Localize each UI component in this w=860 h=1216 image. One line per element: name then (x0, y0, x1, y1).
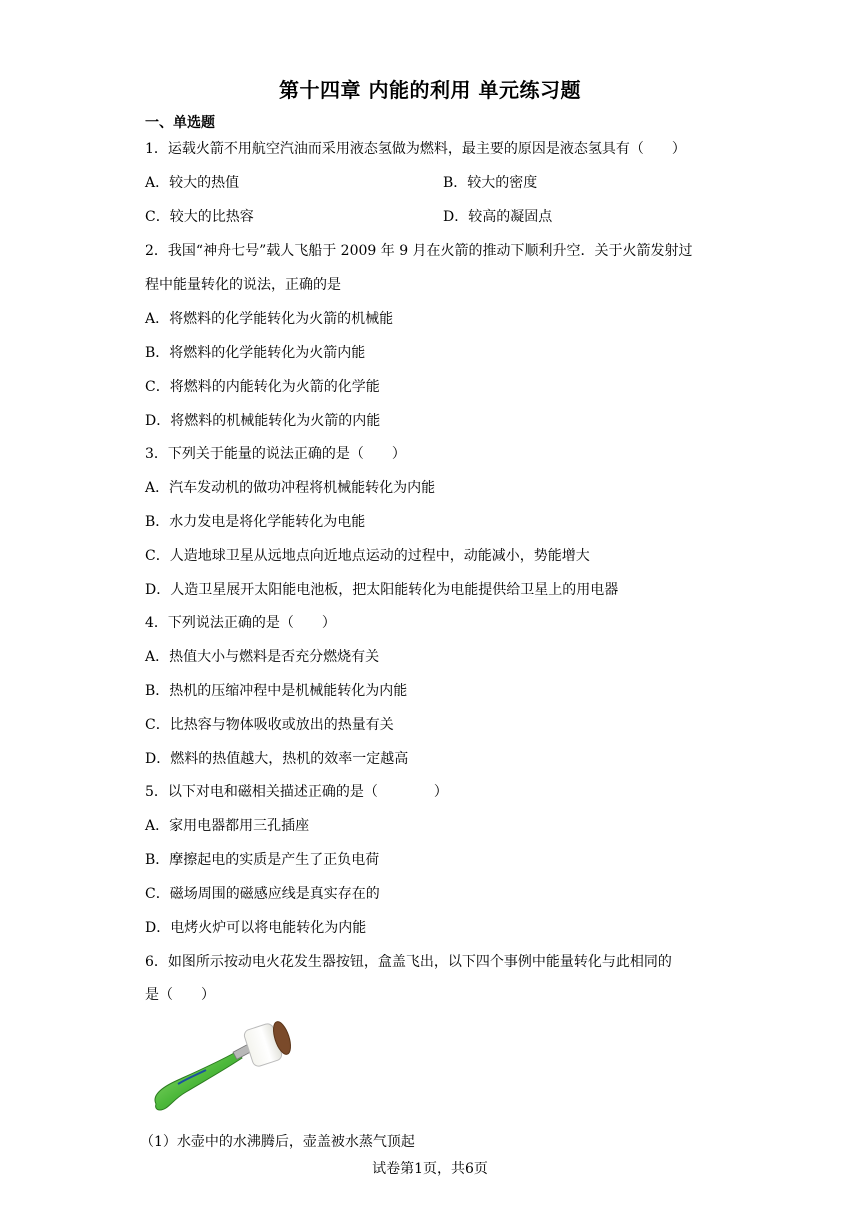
question-6-item-1: （1）水壶中的水沸腾后，壶盖被水蒸气顶起 (140, 1134, 415, 1150)
question-3-option-c: C．人造地球卫星从远地点向近地点运动的过程中，动能减小，势能增大 (145, 548, 590, 564)
question-2-option-b: B．将燃料的化学能转化为火箭内能 (145, 345, 366, 361)
handle-shape (155, 1052, 242, 1110)
question-1-stem: 1．运载火箭不用航空汽油而采用液态氢做为燃料，最主要的原因是液态氢具有（ ） (145, 141, 686, 157)
question-1-option-a: A．较大的热值 (145, 175, 240, 191)
question-3-option-a: A．汽车发动机的做功冲程将机械能转化为内能 (145, 480, 436, 496)
question-4-option-c: C．比热容与物体吸收或放出的热量有关 (145, 717, 394, 733)
section-heading: 一、单选题 (145, 115, 215, 131)
question-5-option-c: C．磁场周围的磁感应线是真实存在的 (145, 886, 380, 902)
question-6-stem-line2: 是（ ） (145, 987, 215, 1003)
question-5-option-d: D．电烤火炉可以将电能转化为内能 (145, 920, 367, 936)
question-5-stem: 5．以下对电和磁相关描述正确的是（ ） (145, 784, 448, 800)
question-2-option-d: D．将燃料的机械能转化为火箭的内能 (145, 413, 381, 429)
question-3-option-d: D．人造卫星展开太阳能电池板，把太阳能转化为电能提供给卫星上的用电器 (145, 582, 619, 598)
page-footer: 试卷第1页，共6页 (372, 1161, 488, 1177)
question-3-stem: 3．下列关于能量的说法正确的是（ ） (145, 446, 406, 462)
page-title: 第十四章 内能的利用 单元练习题 (279, 78, 581, 102)
question-4-stem: 4．下列说法正确的是（ ） (145, 615, 336, 631)
question-3-option-b: B．水力发电是将化学能转化为电能 (145, 514, 366, 530)
question-2-stem-line2: 程中能量转化的说法，正确的是 (145, 277, 341, 293)
question-2-stem-line1: 2．我国“神舟七号”载人飞船于 2009 年 9 月在火箭的推动下顺利升空．关于火箭发射过 (145, 243, 693, 259)
question-4-option-d: D．燃料的热值越大，热机的效率一定越高 (145, 751, 409, 767)
question-5-option-b: B．摩擦起电的实质是产生了正负电荷 (145, 852, 380, 868)
question-1-option-b: B．较大的密度 (443, 175, 538, 191)
question-5-option-a: A．家用电器都用三孔插座 (145, 818, 310, 834)
question-1-option-d: D．较高的凝固点 (443, 209, 553, 225)
question-2-option-a: A．将燃料的化学能转化为火箭的机械能 (145, 311, 394, 327)
spark-generator-figure (148, 1018, 298, 1118)
question-4-option-a: A．热值大小与燃料是否充分燃烧有关 (145, 649, 380, 665)
question-4-option-b: B．热机的压缩冲程中是机械能转化为内能 (145, 683, 408, 699)
question-6-stem-line1: 6．如图所示按动电火花发生器按钮，盒盖飞出，以下四个事例中能量转化与此相同的 (145, 954, 672, 970)
question-1-option-c: C．较大的比热容 (145, 209, 254, 225)
question-2-option-c: C．将燃料的内能转化为火箭的化学能 (145, 379, 380, 395)
